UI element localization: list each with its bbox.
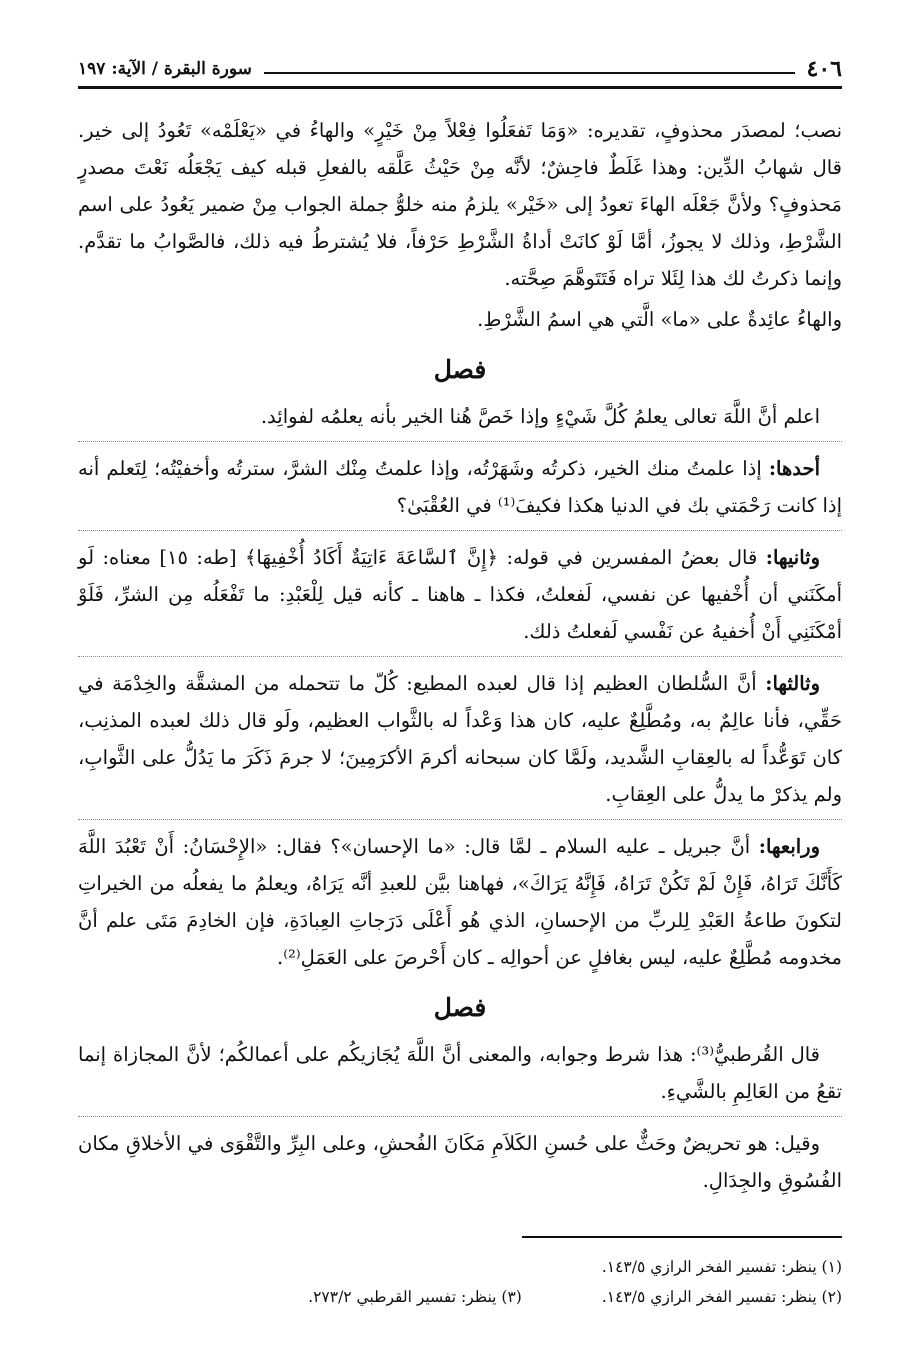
header-line bbox=[264, 72, 795, 74]
divider bbox=[78, 819, 842, 820]
section-heading-1: فصل bbox=[433, 355, 487, 384]
footnote-row bbox=[78, 1282, 842, 1312]
divider bbox=[78, 1116, 842, 1117]
point-label: وثالثها: bbox=[765, 672, 820, 695]
point-text: إذا علمتُ منك الخير، ذكرتُه وشَهَرْتُه، وإذا علمتُ مِنْك الشرَّ، سترتُه وأخفيْتُه؛ لِتَعلم أنه إذا كانت رَحْمَتي بك في الدنيا هكذا فكيفَ⁽¹⁾ في العُقْبَىٰ؟ bbox=[78, 457, 842, 517]
footnote-1: (١) ينظر: تفسير الفخر الرازي ١٤٣/٥. bbox=[601, 1258, 842, 1276]
page-number: ٤٠٦ bbox=[806, 56, 842, 82]
paragraph-1: نصب؛ لمصدَر محذوفٍ، تقديره: «وَمَا تَفعَلُوا فِعْلاً مِنْ خَيْرٍ» والهاءُ في «يَعْلَمْه» تَعُودُ إلى خير. قال شهابُ الدِّين: وهذا غَلَطٌ فاحِشٌ؛ لأنَّه مِنْ حَيْثُ عَلَّقه بالفعلِ قبله كيف يَجْعَلُه نَعْتَ مصدرٍ مَحذوفٍ؟ ولأنَّ جَعْلَه الهاءَ تعودُ إلى «خَيْر» يلزمُ منه خلوُّ جملة الجواب مِنْ ضمير يَعُودُ على اسم الشَّرْطِ، وذلك لا يجوزُ، أمَّا لَوْ كانَتْ أداةُ الشَّرْطِ حَرْفاً، فلا يُشترطُ فيه ذلك، فالصَّوابُ ما تقدَّم. وإنما ذكرتُ لك هذا لِئَلا تراه فَتَتَوهَّمَ صِحَّته. bbox=[78, 119, 842, 290]
header-rule bbox=[78, 86, 842, 89]
footnote-rule bbox=[522, 1236, 842, 1238]
page-header bbox=[78, 44, 842, 84]
divider bbox=[78, 656, 842, 657]
point-text: أنَّ السُّلطان العظيم إذا قال لعبده المطيع: كُلّ ما تتحمله من المشقَّة والخِدْمَة في حَقِّي، فأنا عالِمٌ به، ومُطَّلِعٌ عليه، كان هذا وَعْداً له بالثَّواب العظيم، ولَو قال ذلك لعبده المذنِب، كان تَوَعُّداً له بالعِقابِ الشَّديد، ولَمَّا كان سبحانه أكرمَ الأكرَمِينَ؛ لا جرمَ ذَكَرَ ما يَدُلُّ على الثَّوابِ، ولم يذكرْ ما يدلُّ على العِقابِ. bbox=[78, 672, 842, 806]
point-label: ورابعها: bbox=[758, 835, 820, 858]
divider bbox=[78, 530, 842, 531]
footnote-2: (٢) ينظر: تفسير الفخر الرازي ١٤٣/٥. bbox=[601, 1288, 842, 1306]
paragraph-9: وقيل: هو تحريضٌ وحَثٌّ على حُسنِ الكَلاَمِ مَكَانَ الفُحشِ، وعلى البِرِّ والتَّقْوَى في الأخلاقِ مكان الفُسُوقِ والجِدَالِ. bbox=[78, 1132, 842, 1192]
point-text: أنَّ جبريل ـ عليه السلام ـ لمَّا قال: «ما الإحسان»؟ فقال: «الإِحْسَانُ: أَنْ تَعْبُدَ اللَّهَ كَأَنَّكَ تَرَاهُ، فَإِنْ لَمْ تَكُنْ تَرَاهُ، فَإِنَّهُ يَرَاكَ»، فهاهنا بيَّن للعبدِ أنَّه يَرَاهُ، ويعلمُ ما يفعلُه من الخيراتِ لتكونَ طاعةُ العَبْدِ لِلربِّ من الإحسانِ، الذي هُو أَعْلَى دَرَجاتِ العِبادَةِ، فإن الخادِمَ مَتَى علم أنَّ مخدومه مُطَّلِعٌ عليه، ليس بغافلٍ عن أحوالِه ـ كان أَحْرصَ على العَمَلِ⁽²⁾. bbox=[78, 835, 842, 969]
point-label: أحدها: bbox=[768, 457, 820, 480]
point-third bbox=[78, 665, 842, 813]
divider bbox=[78, 441, 842, 442]
point-second bbox=[78, 539, 842, 650]
footnote-3: (٣) ينظر: تفسير القرطبي ٢٧٣/٢. bbox=[308, 1288, 522, 1306]
point-text: قال بعضُ المفسرين في قوله: ﴿إِنَّ ٱلسَّاعَةَ ءَاتِيَةٌ أَكَادُ أُخْفِيهَا﴾ [طه: ١٥] معناه: لَو أمكَنَني أن أُخْفيها عن نفسي، لَفعلتُ، فكذا ـ هاهنا ـ كأنه قيل لِلْعَبْدِ: ما تَفْعَلُه مِن الشرِّ، فَلَوْ أمْكَنَنِي أَنْ أُخفيهُ عن نَفْسي لَفعلتُ ذلك. bbox=[78, 546, 842, 643]
paragraph-8: قال القُرطبيُّ⁽³⁾: هذا شرط وجوابه، والمعنى أنَّ اللَّهَ يُجَازيكُم على أعمالكُم؛ لأنَّ المجازاة إنما تقعُ من العَالِمِ بالشَّيءِ. bbox=[78, 1043, 842, 1103]
section-heading-2: فصل bbox=[433, 993, 487, 1022]
point-label: وثانيها: bbox=[765, 546, 821, 569]
point-fourth bbox=[78, 828, 842, 976]
paragraph-3: اعلم أنَّ اللَّهَ تعالى يعلمُ كُلَّ شَيْءٍ وإذا خَصَّ هُنا الخير بأنه يعلمُه لفوائِد. bbox=[260, 405, 820, 428]
running-title: سورة البقرة / الآية: ١٩٧ bbox=[78, 59, 252, 79]
paragraph-2: والهاءُ عائِدةٌ على «ما» الَّتي هي اسمُ الشَّرْطِ. bbox=[477, 308, 842, 331]
footnotes bbox=[78, 1252, 842, 1312]
point-first bbox=[78, 450, 842, 524]
main-text bbox=[78, 112, 842, 1203]
